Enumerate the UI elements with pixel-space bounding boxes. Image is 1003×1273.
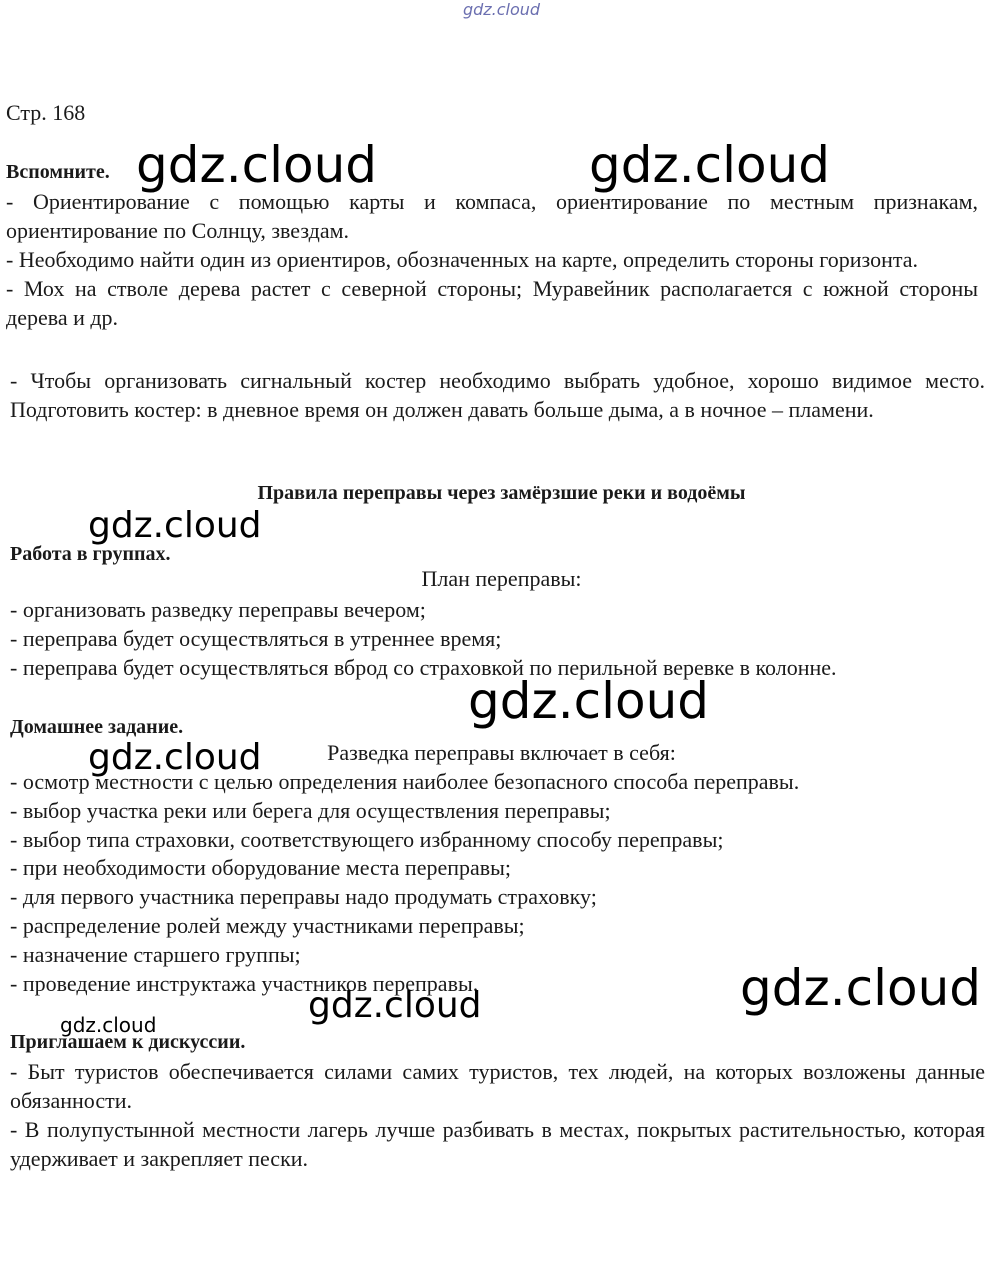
- watermark: gdz.cloud: [468, 672, 710, 730]
- page-number: Стр. 168: [6, 100, 86, 125]
- watermark: gdz.cloud: [589, 136, 831, 194]
- watermark: gdz.cloud: [308, 985, 482, 1026]
- signal-fire-text: - Чтобы организовать сигнальный костер необходимо выбрать удобное, хорошо видимое место. Подготовить костер: в дневное время он должен давать больше дыма, а в ночное – пламени.: [10, 368, 985, 422]
- watermark: gdz.cloud: [136, 136, 378, 194]
- plan-list: [10, 596, 990, 682]
- homework-item: - проведение инструктажа участников переправы.: [10, 970, 479, 996]
- plan-item: - организовать разведку переправы вечером;: [10, 597, 426, 622]
- watermark: gdz.cloud: [60, 1013, 157, 1037]
- homework-item: - выбор типа страховки, соответствующего избранному способу переправы;: [10, 826, 724, 852]
- recall-heading: Вспомните.: [6, 161, 110, 183]
- plan-item: - переправа будет осуществляться вброд со страховкой по перильной веревке в колонне.: [10, 654, 837, 680]
- recall-item: - Ориентирование с помощью карты и компаса, ориентирование по местным признакам, ориентирование по Солнцу, звездам.: [6, 189, 978, 243]
- group-work-heading: Работа в группах.: [10, 543, 171, 565]
- homework-item: - для первого участника переправы надо продумать страховку;: [10, 884, 597, 910]
- homework-item: - назначение старшего группы;: [10, 941, 301, 967]
- discussion-item: - В полупустынной местности лагерь лучше разбивать в местах, покрытых растительностью, которая удерживает и закрепляет пески.: [10, 1117, 985, 1171]
- site-link[interactable]: gdz.cloud: [462, 0, 541, 19]
- homework-item: - при необходимости оборудование места переправы;: [10, 855, 512, 881]
- recall-item: - Мох на стволе дерева растет с северной стороны; Муравейник располагается с южной стороны дерева и др.: [6, 276, 978, 330]
- homework-item: - выбор участка реки или берега для осуществления переправы;: [10, 797, 611, 823]
- watermark: gdz.cloud: [740, 959, 982, 1017]
- recall-item: - Необходимо найти один из ориентиров, обозначенных на карте, определить стороны горизонта.: [6, 247, 919, 272]
- plan-item: - переправа будет осуществляться в утреннее время;: [10, 625, 502, 651]
- rules-title: Правила переправы через замёрзшие реки и водоёмы: [257, 482, 746, 504]
- signal-fire-paragraph: [10, 366, 985, 424]
- watermark: gdz.cloud: [88, 737, 262, 778]
- plan-title: План переправы:: [421, 566, 582, 591]
- discussion-item: - Быт туристов обеспечивается силами самих туристов, тех людей, на которых возложены данные обязанности.: [10, 1059, 985, 1113]
- discussion-section: [10, 1028, 985, 1173]
- homework-subtitle: Разведка переправы включает в себя:: [327, 740, 676, 765]
- homework-heading: Домашнее задание.: [10, 716, 184, 738]
- homework-item: - осмотр местности с целью определения наиболее безопасного способа переправы.: [10, 769, 800, 794]
- homework-item: - распределение ролей между участниками переправы;: [10, 912, 525, 938]
- discussion-heading: Приглашаем к дискуссии.: [10, 1031, 246, 1053]
- watermark: gdz.cloud: [88, 505, 262, 546]
